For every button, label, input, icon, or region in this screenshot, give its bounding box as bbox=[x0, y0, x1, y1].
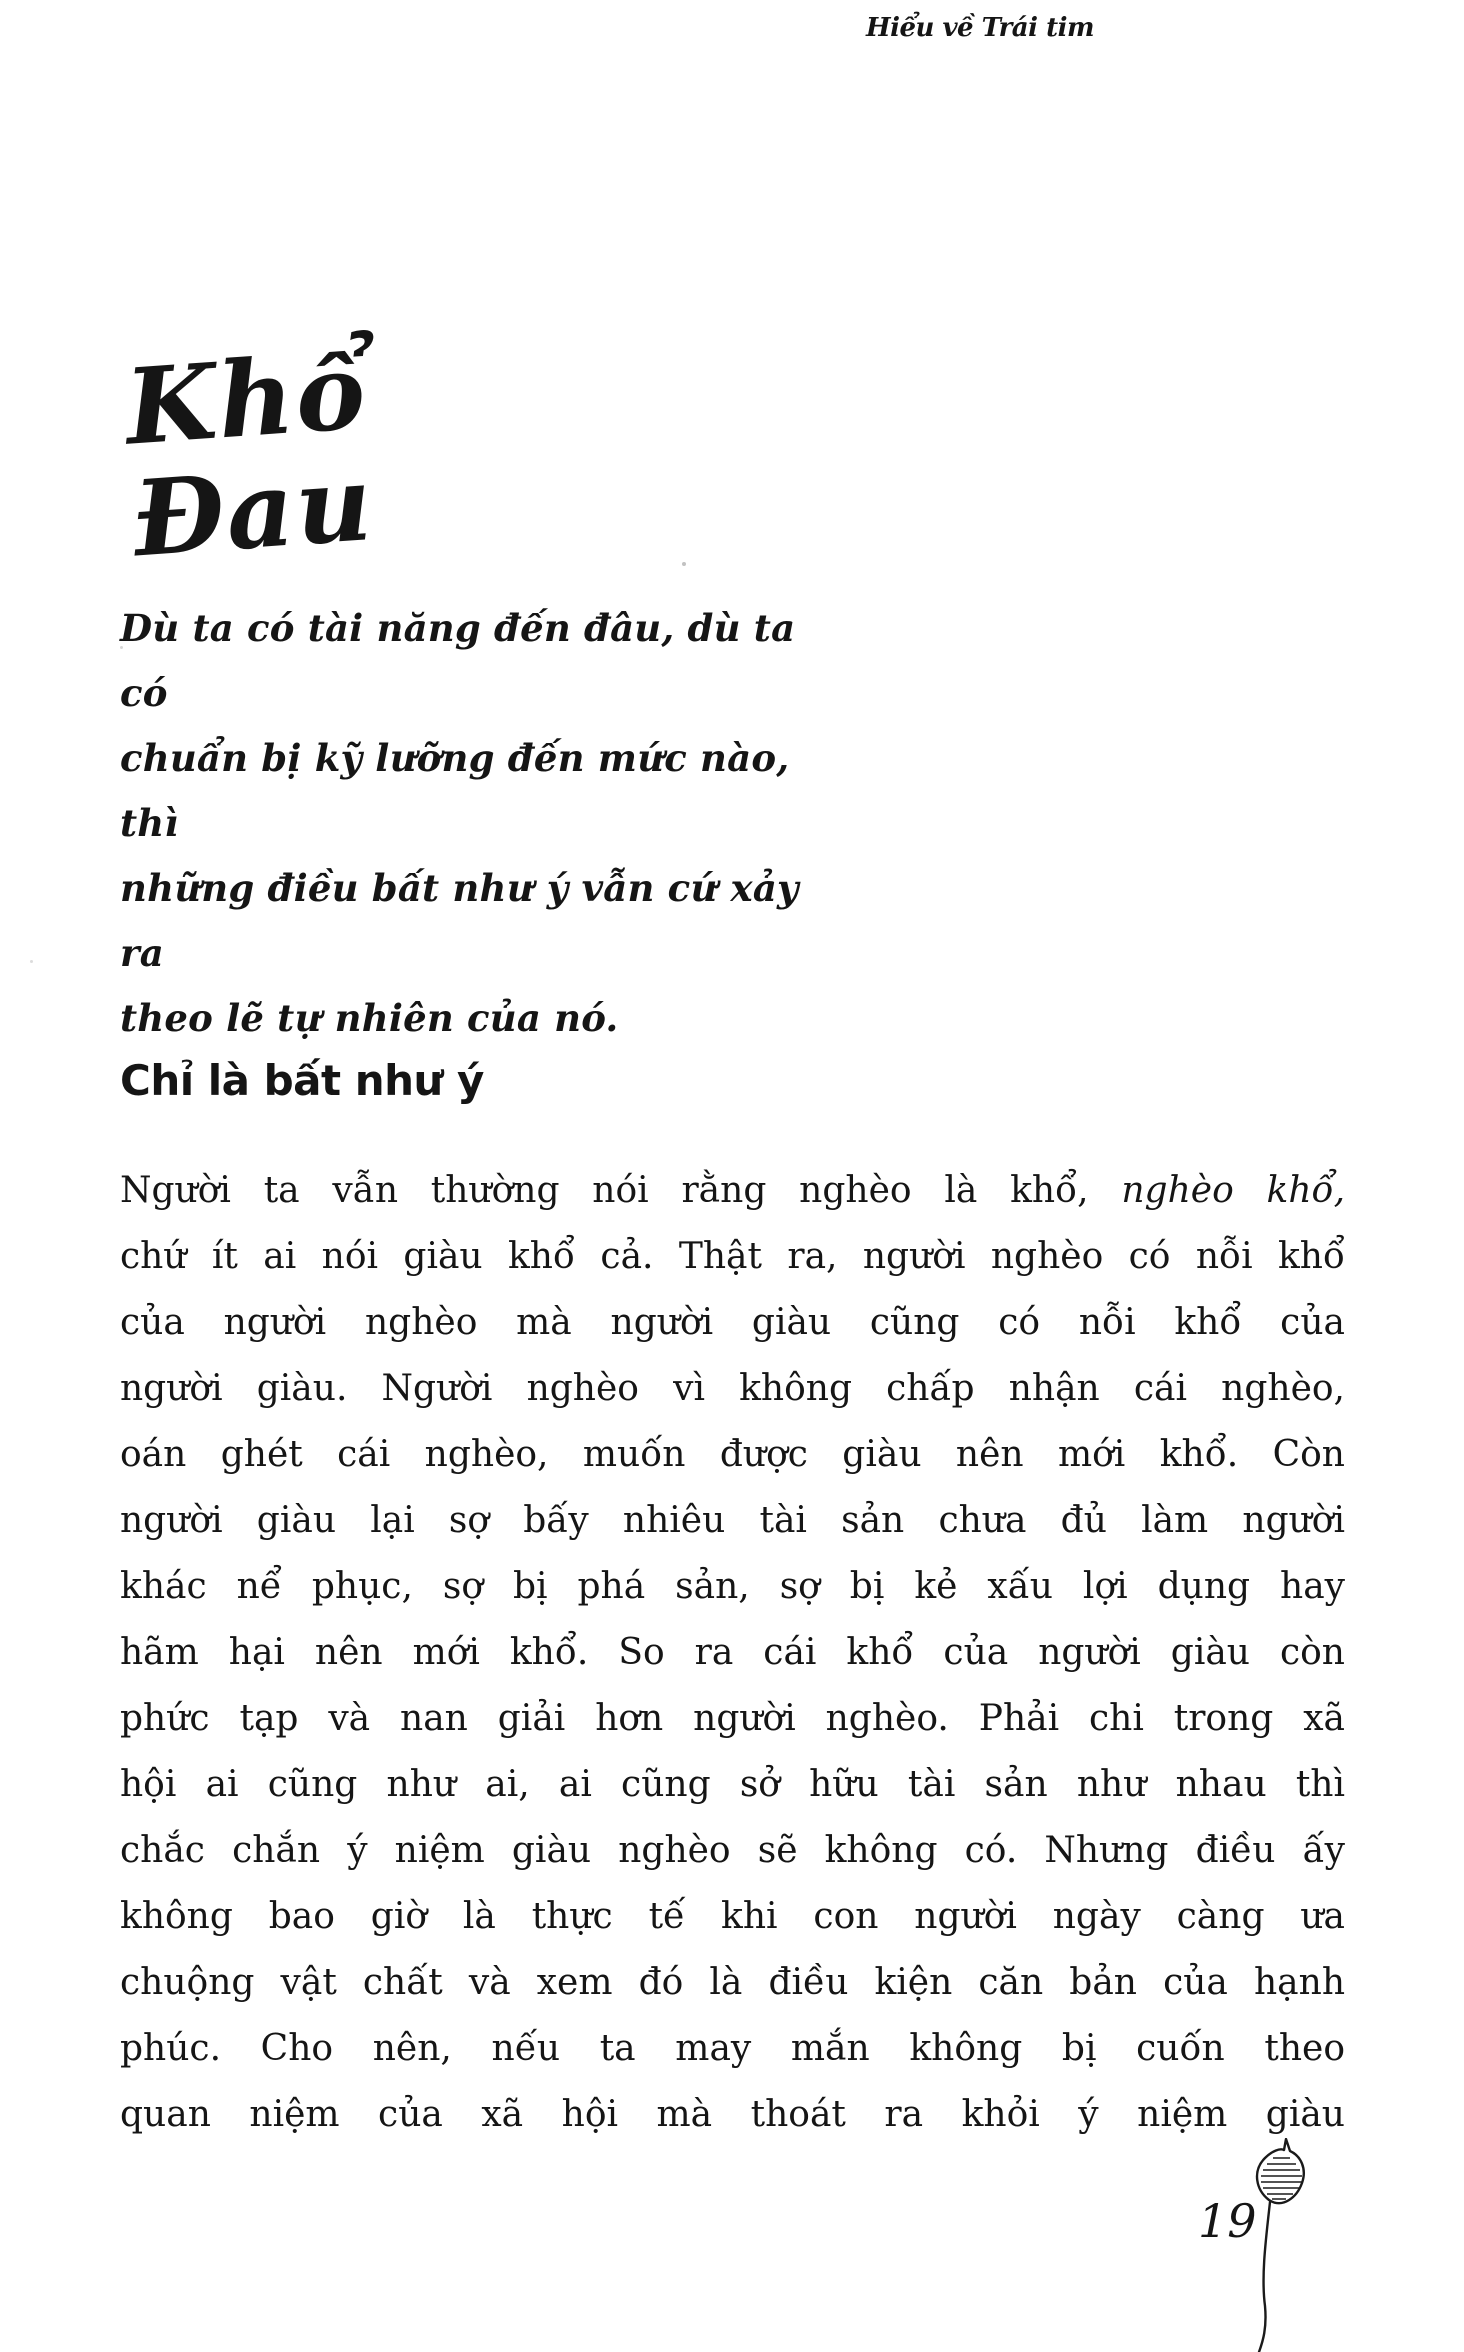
body-line-italic-text: nghèo khổ, bbox=[1121, 1170, 1346, 1211]
body-line: hội ai cũng như ai, ai cũng sở hữu tài sản như nhau thì bbox=[120, 1764, 1345, 1805]
epigraph-line: chuẩn bị kỹ lưỡng đến mức nào, thì bbox=[120, 736, 790, 845]
body-line: quan niệm của xã hội mà thoát ra khỏi ý niệm giàu bbox=[120, 2094, 1345, 2135]
scan-speck bbox=[30, 960, 33, 963]
body-line: hãm hại nên mới khổ. So ra cái khổ của người giàu còn bbox=[120, 1632, 1345, 1673]
scan-speck bbox=[120, 646, 123, 649]
body-line bbox=[120, 1158, 1345, 1224]
epigraph-line: Dù ta có tài năng đến đâu, dù ta có bbox=[120, 606, 796, 715]
leaf-icon bbox=[1240, 2138, 1320, 2352]
chapter-title-line2: Đau bbox=[129, 441, 378, 581]
body-line: chứ ít ai nói giàu khổ cả. Thật ra, người nghèo có nỗi khổ bbox=[120, 1236, 1345, 1277]
body-line: của người nghèo mà người giàu cũng có nỗi khổ của bbox=[120, 1302, 1345, 1343]
section-heading: Chỉ là bất như ý bbox=[120, 1056, 484, 1105]
body-line: chuộng vật chất và xem đó là điều kiện căn bản của hạnh bbox=[120, 1962, 1345, 2003]
body-paragraph bbox=[120, 1158, 1345, 2148]
scan-speck bbox=[682, 562, 686, 566]
running-header: Hiểu về Trái tim bbox=[866, 13, 1094, 43]
body-line: phúc. Cho nên, nếu ta may mắn không bị cuốn theo bbox=[120, 2028, 1345, 2069]
chapter-title bbox=[121, 329, 378, 581]
epigraph-quote bbox=[120, 596, 840, 1051]
body-line-text: Người ta vẫn thường nói rằng nghèo là khổ, bbox=[120, 1170, 1122, 1211]
epigraph-line: những điều bất như ý vẫn cứ xảy ra bbox=[120, 866, 799, 975]
body-line: oán ghét cái nghèo, muốn được giàu nên mới khổ. Còn bbox=[120, 1434, 1345, 1475]
body-line: người giàu. Người nghèo vì không chấp nhận cái nghèo, bbox=[120, 1368, 1345, 1409]
body-line: người giàu lại sợ bấy nhiêu tài sản chưa đủ làm người bbox=[120, 1500, 1345, 1541]
body-line: chắc chắn ý niệm giàu nghèo sẽ không có. Nhưng điều ấy bbox=[120, 1830, 1345, 1871]
page-number: 19 bbox=[1198, 2194, 1257, 2248]
epigraph-line: theo lẽ tự nhiên của nó. bbox=[120, 996, 619, 1040]
body-line: không bao giờ là thực tế khi con người ngày càng ưa bbox=[120, 1896, 1345, 1937]
body-line: khác nể phục, sợ bị phá sản, sợ bị kẻ xấu lợi dụng hay bbox=[120, 1566, 1345, 1607]
chapter-title-line1: Khổ bbox=[121, 329, 371, 469]
body-line: phức tạp và nan giải hơn người nghèo. Phải chi trong xã bbox=[120, 1698, 1345, 1739]
